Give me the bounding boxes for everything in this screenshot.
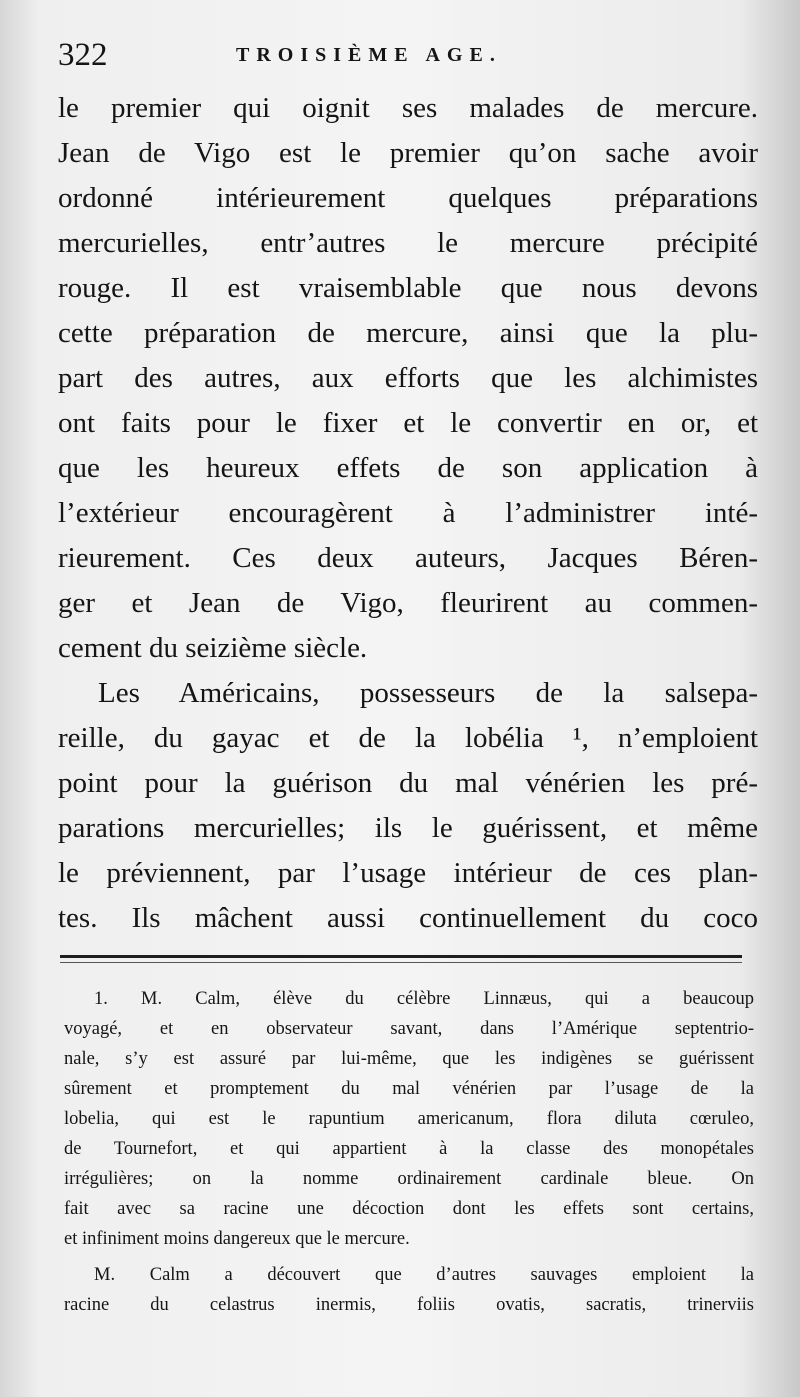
footnote-line: irrégulières; on la nomme ordinairement cardinale bleue. On [64,1169,754,1189]
text-line: Les Américains, possesseurs de la salsepa- [98,677,758,709]
footnotes [64,984,754,1320]
page-header [58,30,758,80]
text-line: parations mercurielles; ils le guérissent, et même [58,812,758,844]
text-line: tes. Ils mâchent aussi continuellement du coco [58,902,758,934]
footnote-line: voyagé, et en observateur savant, dans l’Amérique septentrio- [64,1019,754,1039]
text-line: rouge. Il est vraisemblable que nous devons [58,272,758,304]
footnote-line: racine du celastrus inermis, foliis ovatis, sacratis, trinerviis [64,1295,754,1315]
running-head: TROISIÈME AGE. [236,44,502,66]
footnote-line: fait avec sa racine une décoction dont les effets sont certains, [64,1199,754,1219]
text-line: l’extérieur encouragèrent à l’administrer inté- [58,497,758,529]
text-line: Jean de Vigo est le premier qu’on sache avoir [58,137,758,169]
page-number: 322 [58,37,108,73]
footnote-line: nale, s’y est assuré par lui-même, que les indigènes se guérissent [64,1049,754,1069]
text-line: le préviennent, par l’usage intérieur de ces plan- [58,857,758,889]
footnote-line: 1. M. Calm, élève du célèbre Linnæus, qui a beaucoup [94,989,754,1009]
footnote-line: de Tournefort, et qui appartient à la classe des monopétales [64,1139,754,1159]
text-line: ger et Jean de Vigo, fleurirent au commen- [58,587,758,619]
footnote-line: et infiniment moins dangereux que le mercure. [64,1229,410,1249]
text-line: cette préparation de mercure, ainsi que la plu- [58,317,758,349]
main-text [58,86,758,941]
footnote-line: lobelia, qui est le rapuntium americanum, flora diluta cœruleo, [64,1109,754,1129]
text-line: ordonné intérieurement quelques préparations [58,182,758,214]
text-line: que les heureux effets de son application à [58,452,758,484]
text-line: rieurement. Ces deux auteurs, Jacques Béren- [58,542,758,574]
text-line: le premier qui oignit ses malades de mercure. [58,92,758,124]
footnote-line: sûrement et promptement du mal vénérien par l’usage de la [64,1079,754,1099]
text-line: point pour la guérison du mal vénérien les pré- [58,767,758,799]
footnote-line: M. Calm a découvert que d’autres sauvages emploient la [94,1265,754,1285]
footnote-rule-thin [60,962,742,963]
text-line: cement du seizième siècle. [58,632,368,664]
text-line: reille, du gayac et de la lobélia ¹, n’emploient [58,722,758,754]
text-line: mercurielles, entr’autres le mercure précipité [58,227,758,259]
text-line: part des autres, aux efforts que les alchimistes [58,362,758,394]
footnote-rule [60,955,742,958]
text-line: ont faits pour le fixer et le convertir en or, et [58,407,758,439]
